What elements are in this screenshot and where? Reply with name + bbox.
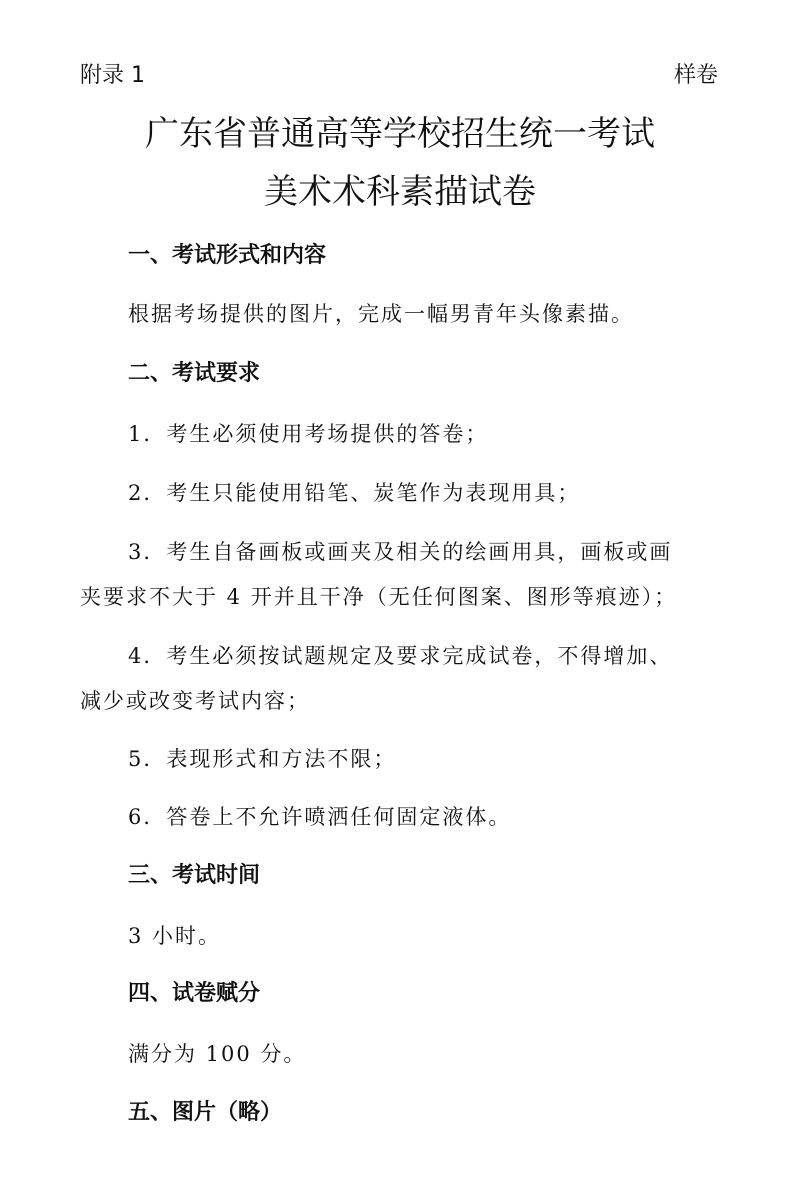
document-subtitle: 美术术科素描试卷 (264, 172, 536, 212)
document-title: 广东省普通高等学校招生统一考试 (145, 114, 655, 154)
section-1-heading: 一、考试形式和内容 (128, 243, 327, 268)
section-2-heading: 二、考试要求 (128, 361, 261, 386)
requirement-1: 1．考生必须使用考场提供的答卷； (128, 422, 489, 446)
requirement-2: 2．考生只能使用铅笔、炭笔作为表现用具； (128, 481, 581, 505)
requirement-6: 6．答卷上不允许喷洒任何固定液体。 (128, 805, 512, 829)
requirement-3-line-2: 夹要求不大于 4 开并且干净（无任何图案、图形等痕迹）； (80, 585, 678, 609)
requirement-4-line-1: 4．考生必须按试题规定及要求完成试卷，不得增加、 (128, 644, 673, 668)
appendix-label: 附录 1 (80, 63, 145, 88)
requirement-5: 5．表现形式和方法不限； (128, 747, 397, 771)
requirement-4-line-2: 减少或改变考试内容； (80, 689, 310, 713)
section-3-heading: 三、考试时间 (128, 863, 261, 888)
section-3-content: 3 小时。 (128, 924, 222, 948)
section-4-content: 满分为 100 分。 (128, 1042, 307, 1066)
sample-label: 样卷 (673, 63, 718, 88)
section-4-heading: 四、试卷赋分 (128, 981, 261, 1006)
requirement-3-line-1: 3．考生自备画板或画夹及相关的绘画用具，画板或画 (128, 540, 673, 564)
section-5-heading: 五、图片（略） (128, 1100, 283, 1125)
section-1-content: 根据考场提供的图片，完成一幅男青年头像素描。 (128, 302, 634, 326)
